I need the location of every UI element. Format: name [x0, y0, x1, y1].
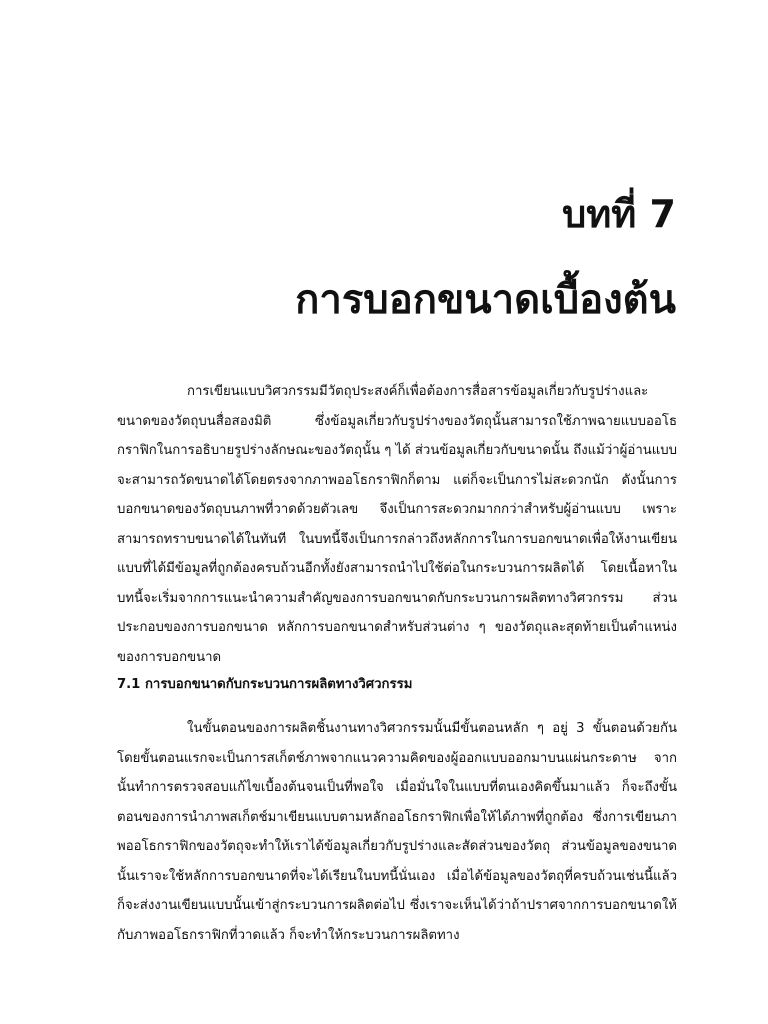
- section-paragraph: ในขั้นตอนของการผลิตชิ้นงานทางวิศวกรรมนั้นมีขั้นตอนหลัก ๆ อยู่ 3 ขั้นตอนด้วยกัน โดยขั้นตอนแรกจะเป็นการสเก็ตช์ภาพจากแนวความคิดของผู้ออกแบบออกมาบนแผ่นกระดาษ จากนั้นทำการตรวจสอบแก้ไขเบื้องต้นจนเป็นที่พอใจ เมื่อมั่นใจในแบบที่ตนเองคิดขึ้นมาแล้ว ก็จะถึงขั้นตอนของการนำภาพสเก็ตช์มาเขียนแบบตามหลักออโธกราฟิกเพื่อให้ได้ภาพที่ถูกต้อง ซึ่งการเขียนภาพออโธกราฟิกของวัตถุจะทำให้เราได้ข้อมูลเกี่ยวกับรูปร่างและสัดส่วนของวัตถุ ส่วนข้อมูลของขนาดนั้นเราจะใช้หลักการบอกขนาดที่จะได้เรียนในบทนี้นั่นเอง เมื่อได้ข้อมูลของวัตถุที่ครบถ้วนเช่นนี้แล้วก็จะส่งงานเขียนแบบนั้นเข้าสู่กระบวนการผลิตต่อไป ซึ่งเราจะเห็นได้ว่าถ้าปราศจากการบอกขนาดให้กับภาพออโธกราฟิกที่วาดแล้ว ก็จะทำให้กระบวนการผลิตทาง: [117, 721, 677, 943]
- intro-paragraph: การเขียนแบบวิศวกรรมมีวัตถุประสงค์ก็เพื่อต้องการสื่อสารข้อมูลเกี่ยวกับรูปร่างและขนาดของวัตถุบนสื่อสองมิติ ซึ่งข้อมูลเกี่ยวกับรูปร่างของวัตถุนั้นสามารถใช้ภาพฉายแบบออโธกราฟิกในการอธิบายรูปร่างลักษณะของวัตถุนั้น ๆ ได้ ส่วนข้อมูลเกี่ยวกับขนาดนั้น ถึงแม้ว่าผู้อ่านแบบจะสามารถวัดขนาดได้โดยตรงจากภาพออโธกราฟิกก็ตาม แต่ก็จะเป็นการไม่สะดวกนัก ดังนั้นการบอกขนาดของวัตถุบนภาพที่วาดด้วยตัวเลข จึงเป็นการสะดวกมากกว่าสำหรับผู้อ่านแบบ เพราะสามารถทราบขนาดได้ในทันที ในบทนี้จึงเป็นการกล่าวถึงหลักการในการบอกขนาดเพื่อให้งานเขียนแบบที่ได้มีข้อมูลที่ถูกต้องครบถ้วนอีกทั้งยังสามารถนำไปใช้ต่อในกระบวนการผลิตได้ โดยเนื้อหาในบทนี้จะเริ่มจากการแนะนำความสำคัญของการบอกขนาดกับกระบวนการผลิตทางวิศวกรรม ส่วนประกอบของการบอกขนาด หลักการบอกขนาดสำหรับส่วนต่าง ๆ ของวัตถุและสุดท้ายเป็นตำแหน่งของการบอกขนาด: [117, 384, 677, 665]
- chapter-title: การบอกขนาดเบื้องต้น: [295, 277, 676, 323]
- section-heading: 7.1 การบอกขนาดกับกระบวนการผลิตทางวิศวกรรม: [117, 677, 413, 692]
- chapter-number: บทที่ 7: [562, 192, 676, 236]
